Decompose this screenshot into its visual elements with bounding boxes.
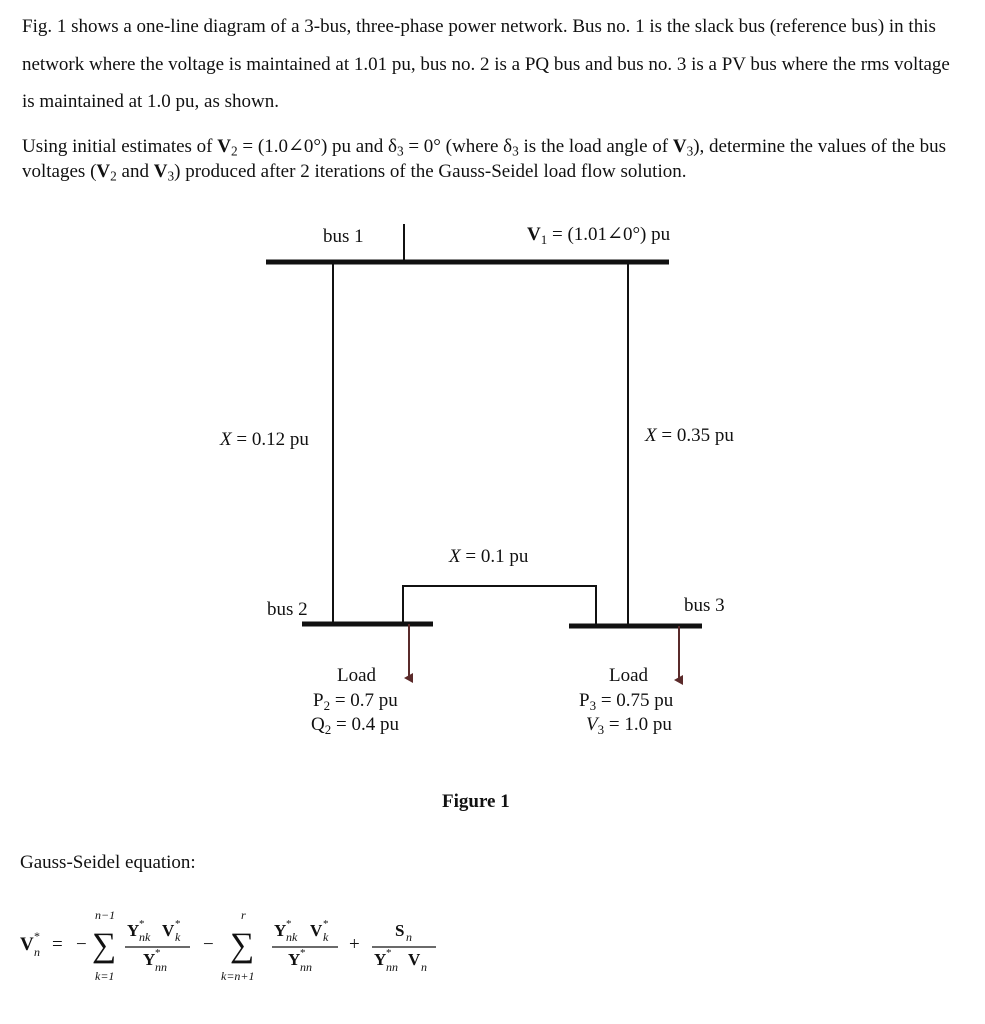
frac2-den-sub: nn (300, 960, 312, 974)
load2-q (311, 714, 399, 737)
x13-symbol: X (645, 425, 657, 446)
frac3-den-y: Y (374, 950, 387, 969)
x23-label (448, 546, 529, 567)
figure-caption: Figure 1 (442, 791, 510, 812)
load3-p (579, 690, 674, 713)
p2-text-d: is the load angle of (518, 136, 673, 157)
gauss-seidel-equation (0, 890, 985, 1010)
load2-p (313, 690, 398, 713)
q2-symbol: Q (311, 714, 325, 735)
frac3-den-v: V (408, 950, 421, 969)
x23-value: = 0.1 pu (460, 546, 529, 567)
v1-label (527, 224, 671, 247)
v2-subscript-2: 2 (110, 168, 117, 184)
v3-symbol-2: V (153, 161, 168, 182)
frac3-den-sub: nn (386, 960, 398, 974)
frac1-v: V (162, 921, 175, 940)
x13-label (644, 425, 734, 446)
frac1-v-sub: k (175, 930, 181, 944)
eq-minus-2: − (203, 934, 214, 955)
frac2-den-y: Y (288, 950, 301, 969)
frac3-s: S (395, 921, 405, 940)
p2-text-b: = (1.0∠0°) pu and δ (237, 136, 397, 157)
frac3-s-sub: n (406, 930, 412, 944)
frac1-y: Y (127, 921, 140, 940)
sum2-upper: r (241, 908, 246, 922)
frac1-den-y: Y (143, 950, 156, 969)
v3-symbol: V (672, 136, 687, 157)
p2-symbol: P (313, 690, 324, 711)
delta3-subscript: 3 (396, 143, 404, 159)
frac1-v-star: * (175, 918, 181, 930)
frac2-y-star: * (286, 918, 292, 930)
v2-symbol-2: V (96, 161, 111, 182)
eq-equals: = (52, 934, 63, 955)
eq-lhs-v: V (20, 934, 34, 955)
sum2-lower: k=n+1 (221, 969, 255, 983)
load3-title: Load (609, 665, 649, 686)
one-line-diagram (0, 200, 985, 820)
v3-subscript-diagram: 3 (597, 722, 605, 737)
frac1-y-star: * (139, 918, 145, 930)
p3-symbol: P (579, 690, 590, 711)
sum1-upper: n−1 (95, 908, 116, 922)
p2-text-e: ), determine the values of the bus voltages ( (22, 136, 946, 182)
frac2-den-star: * (300, 947, 306, 959)
p3-value: = 0.75 pu (596, 690, 674, 711)
x13-value: = 0.35 pu (656, 425, 734, 446)
load2-title: Load (337, 665, 377, 686)
eq-lhs-sup: * (34, 929, 40, 943)
p2-value: = 0.7 pu (330, 690, 398, 711)
v3-value: = 1.0 pu (604, 714, 672, 735)
line-2-3 (403, 586, 596, 626)
p2-text-c: = 0° (where δ (403, 136, 513, 157)
v3-subscript: 3 (686, 143, 694, 159)
eq-lhs-sub: n (34, 945, 40, 959)
frac1-den-sub: nn (155, 960, 167, 974)
v3-subscript-2: 3 (167, 168, 175, 184)
frac2-y: Y (274, 921, 287, 940)
x12-value: = 0.12 pu (231, 429, 309, 450)
p2-subscript: 2 (323, 698, 331, 713)
problem-paragraph-1 (22, 8, 952, 121)
gauss-seidel-label: Gauss-Seidel equation: (20, 852, 196, 873)
bus3-label: bus 3 (684, 595, 725, 616)
v1-subscript: 1 (540, 232, 548, 247)
sum2-symbol: ∑ (230, 927, 255, 964)
problem-text-1: Fig. 1 shows a one-line diagram of a 3-bus, three-phase power network. Bus no. 1 is the slack bus (reference bus) in this network where the voltage is maintained at 1.01 pu, bus no. 2 is a PQ bus and bus no. 3 is a PV bus where the rms voltage is maintained at 1.0 pu, as shown. (22, 16, 950, 112)
p2-text-f: and (116, 161, 154, 182)
v3-symbol-diagram: V (586, 714, 598, 735)
eq-minus-1: − (76, 934, 87, 955)
frac2-v: V (310, 921, 323, 940)
v2-symbol: V (217, 136, 231, 157)
sum1-symbol: ∑ (92, 927, 117, 964)
frac2-y-sub: nk (286, 930, 298, 944)
delta3-subscript-2: 3 (512, 143, 519, 159)
v1-symbol: V (527, 224, 541, 245)
problem-paragraph-2 (22, 134, 952, 184)
q2-subscript: 2 (324, 722, 332, 737)
frac1-y-sub: nk (139, 930, 151, 944)
load3-v (586, 714, 672, 737)
frac2-v-star: * (323, 918, 329, 930)
v2-subscript: 2 (231, 143, 238, 159)
p2-text-g: ) produced after 2 iterations of the Gauss-Seidel load flow solution. (174, 161, 687, 182)
x23-symbol: X (449, 546, 461, 567)
q2-value: = 0.4 pu (331, 714, 399, 735)
sum1-lower: k=1 (95, 969, 115, 983)
bus2-label: bus 2 (267, 599, 308, 620)
x12-symbol: X (220, 429, 232, 450)
v1-value: = (1.01∠0°) pu (547, 224, 671, 245)
p3-subscript: 3 (589, 698, 597, 713)
bus1-label: bus 1 (323, 226, 364, 247)
frac1-den-star: * (155, 947, 161, 959)
p2-text-a: Using initial estimates of (22, 136, 218, 157)
eq-plus: + (349, 934, 360, 955)
frac3-den-star: * (386, 947, 392, 959)
x12-label (219, 429, 309, 450)
frac3-den-v-sub: n (421, 960, 427, 974)
frac2-v-sub: k (323, 930, 329, 944)
